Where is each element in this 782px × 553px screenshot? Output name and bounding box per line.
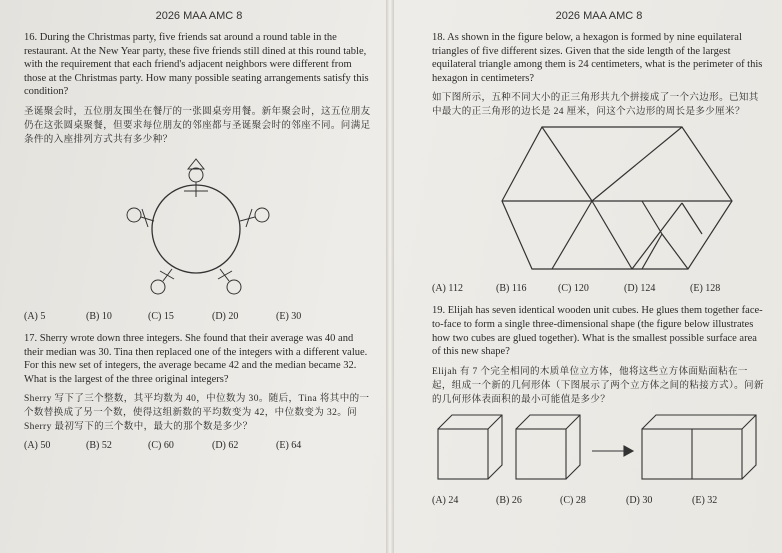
q18-choice-e[interactable]: (E) 128	[690, 283, 721, 295]
round-table-figure	[24, 147, 364, 307]
question-16	[24, 31, 374, 322]
q17-choice-a[interactable]: (A) 50	[24, 440, 51, 452]
friend-left	[127, 208, 154, 227]
q19-choice-d[interactable]: (D) 30	[626, 494, 653, 506]
friend-bottom-left	[151, 269, 174, 294]
friend-bottom-right	[218, 269, 241, 294]
tri-edge	[542, 127, 592, 201]
page-header-right: 2026 MAA AMC 8	[555, 10, 643, 22]
friend-top	[184, 159, 208, 197]
tri-edge	[592, 127, 682, 201]
q19-text	[432, 304, 766, 358]
q17-choice-b[interactable]: (B) 52	[86, 440, 112, 452]
hexagon-figure	[432, 119, 766, 279]
q16-number: 16.	[24, 32, 38, 43]
q18-number: 18.	[432, 32, 446, 43]
q18-text	[432, 31, 766, 85]
q19-choices	[432, 495, 766, 506]
q18-choice-a[interactable]: (A) 112	[432, 283, 464, 295]
q16-chinese: 圣诞聚会时，五位朋友围坐在餐厅的一张圆桌旁用餐。新年聚会时，这五位朋友仍在这张圆桌聚餐，但要求每位朋友的邻座都与圣诞聚会时的邻座不同。问满足条件的入座排列方式共有多少种？	[24, 106, 371, 145]
tri-edge	[642, 201, 662, 234]
q17-text	[24, 332, 374, 386]
q16-english: During the Christmas party, five friends sat around a round table in the restaurant. At the New Year party, these five friends still dined at this round table, with the requirement that each friend's adjacent neighbors were different from those at the Christmas party. How many possible seating arrangements satisfy this condition?	[24, 32, 369, 98]
q17-choices	[24, 440, 374, 451]
q19-choice-c[interactable]: (C) 28	[560, 494, 586, 506]
friend-right	[240, 208, 269, 227]
arrow-icon	[592, 446, 633, 456]
right-page	[392, 0, 782, 553]
q17-chinese: Sherry 写下了三个整数，其平均数为 40，中位数为 30。随后，Tina 将其中的一个数替换成了另一个数，使得这组新数的平均数变为 42，中位数变为 32。问 Sherry 最初写下的三个数中，最大的那个数是多少？	[24, 394, 370, 433]
tri-edge	[632, 203, 682, 269]
q16-choice-a[interactable]: (A) 5	[24, 310, 46, 322]
q17-choice-d[interactable]: (D) 62	[212, 440, 239, 452]
q19-english: Elijah has seven identical wooden unit cubes. He glues them together face-to-face to form a single three-dimensional shape (the figure below illustrates how two cubes are glued together). What is the smallest possible surface area of this new shape?	[432, 305, 763, 358]
question-17	[24, 332, 374, 451]
q18-choice-c[interactable]: (C) 120	[558, 283, 589, 295]
q19-number: 19.	[432, 305, 446, 317]
q18-english: As shown in the figure below, a hexagon is formed by nine equilateral triangles of five different sizes. Given that the side length of the largest equilateral triangle among them is 24 centimeters, what is the perimeter of this hexagon in centimeters?	[432, 32, 763, 84]
left-page	[0, 0, 388, 553]
cube-gluing-figure	[432, 407, 766, 489]
q19-chinese: Elijah 有 7 个完全相同的木质单位立方体，他将这些立方体面贴面粘在一起，组成一个新的几何形体（下图展示了两个立方体之间的粘接方式）。问新的几何形体表面积的最小可能值是多少？	[432, 366, 764, 405]
q18-choice-b[interactable]: (B) 116	[496, 283, 527, 295]
q18-choices	[432, 283, 766, 294]
glued-cube-pair	[642, 415, 756, 479]
tri-edge	[662, 234, 688, 269]
q16-text	[24, 31, 374, 99]
q19-choice-a[interactable]: (A) 24	[432, 494, 459, 506]
page-header-left: 2026 MAA AMC 8	[155, 10, 243, 22]
q16-choice-c[interactable]: (C) 15	[148, 310, 174, 322]
q17-choice-c[interactable]: (C) 60	[148, 440, 174, 452]
q19-choice-e[interactable]: (E) 32	[692, 494, 718, 506]
q17-number: 17.	[24, 332, 38, 344]
question-19	[432, 304, 766, 505]
tri-edge	[682, 203, 702, 234]
q16-choice-d[interactable]: (D) 20	[212, 310, 239, 322]
q17-english: Sherry wrote down three integers. She found that their average was 40 and their median was 30. Tina then replaced one of the integers with a different value. For this new set of integers, the average became 42 and the median became 32. What is the largest of the three original integers?	[24, 332, 368, 385]
round-table	[152, 185, 240, 273]
q19-choice-b[interactable]: (B) 26	[496, 494, 522, 506]
unit-cube-1	[438, 415, 502, 479]
unit-cube-2	[516, 415, 580, 479]
tri-edge	[592, 201, 632, 269]
q16-choices	[24, 311, 374, 322]
q18-chinese: 如下图所示，五种不同大小的正三角形共九个拼接成了一个六边形。已知其中最大的正三角形的边长是 24 厘米，问这个六边形的周长是多少厘米？	[432, 93, 759, 118]
q18-choice-d[interactable]: (D) 124	[624, 283, 656, 295]
q17-choice-e[interactable]: (E) 64	[276, 440, 302, 452]
q16-choice-b[interactable]: (B) 10	[86, 310, 112, 322]
hexagon-outline	[502, 127, 732, 269]
question-18	[432, 31, 766, 294]
tri-edge	[552, 201, 592, 269]
q16-choice-e[interactable]: (E) 30	[276, 310, 302, 322]
